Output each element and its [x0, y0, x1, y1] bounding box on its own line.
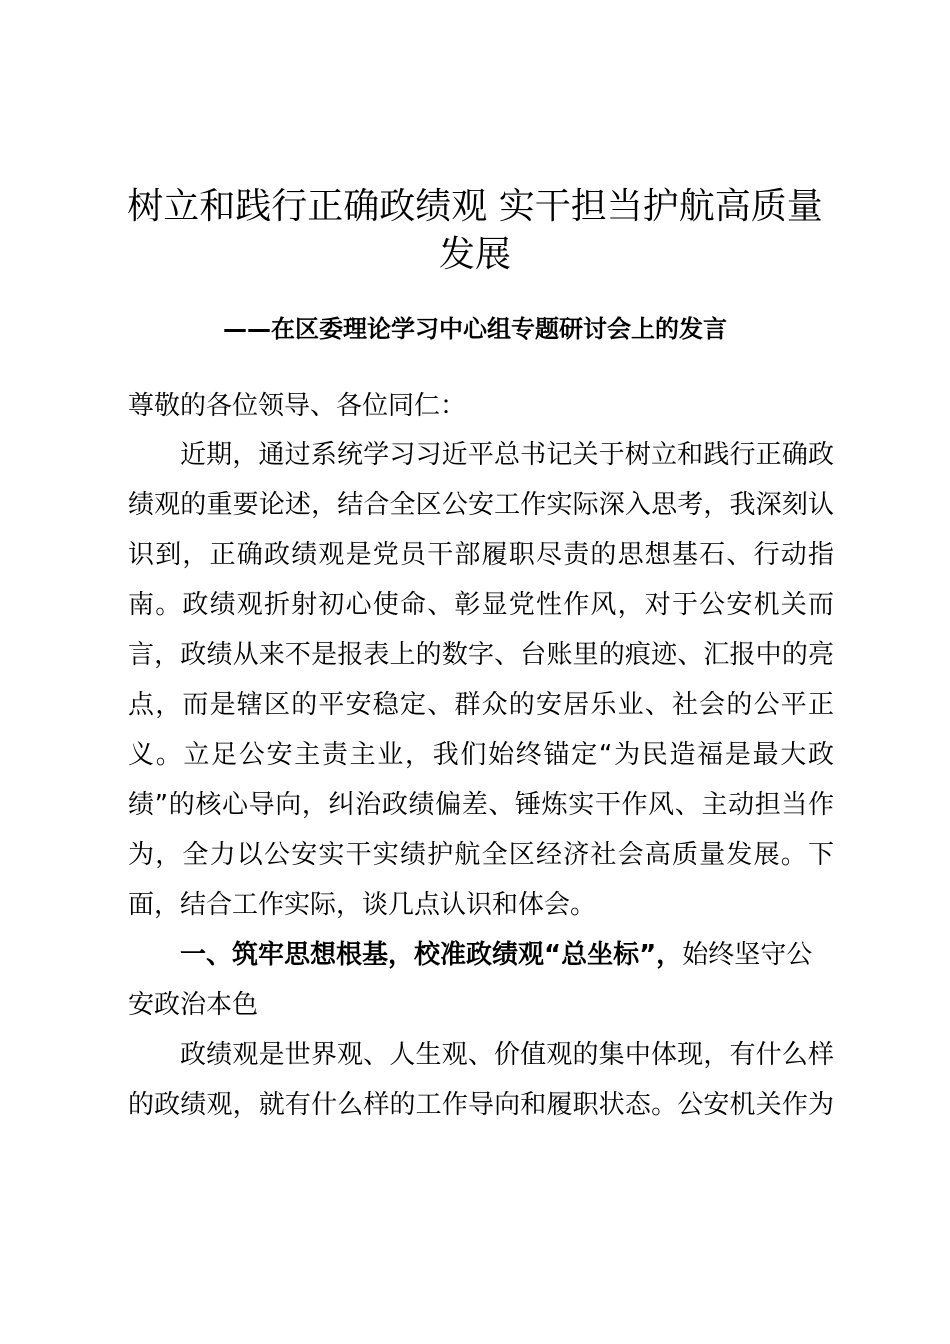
- section-1-heading-line-2: 安政治本色: [128, 990, 259, 1020]
- paragraph-1-line-7: 义。立足公安主责主业，我们始终锚定“为民造福是最大政: [128, 740, 834, 770]
- paragraph-1-line-3: 识到，正确政绩观是党员干部履职尽责的思想基石、行动指: [128, 540, 834, 570]
- document-title-line-1: 树立和践行正确政绩观 实干担当护航高质量: [127, 186, 823, 227]
- paragraph-1-line-4: 南。政绩观折射初心使命、彰显党性作风，对于公安机关而: [128, 590, 834, 620]
- paragraph-1-line-8: 绩”的核心导向，纠治政绩偏差、锤炼实干作风、主动担当作: [128, 790, 834, 820]
- paragraph-1-line-5: 言，政绩从来不是报表上的数字、台账里的痕迹、汇报中的亮: [128, 640, 834, 670]
- paragraph-2-line-1: 政绩观是世界观、人生观、价值观的集中体现，有什么样: [180, 1040, 834, 1070]
- paragraph-1-line-9: 为，全力以公安实干实绩护航全区经济社会高质量发展。下: [128, 840, 834, 870]
- paragraph-1-line-10: 面，结合工作实际，谈几点认识和体会。: [128, 890, 597, 920]
- paragraph-1-line-1: 近期，通过系统学习习近平总书记关于树立和践行正确政: [180, 440, 834, 470]
- document-subtitle: ——在区委理论学习中心组专题研讨会上的发言: [223, 315, 727, 343]
- paragraph-1-line-6: 点，而是辖区的平安稳定、群众的安居乐业、社会的公平正: [128, 690, 834, 720]
- salutation: 尊敬的各位领导、各位同仁：: [128, 391, 467, 421]
- section-1-heading: [180, 938, 834, 972]
- section-1-heading-rest: 始终坚守公: [682, 940, 813, 970]
- document-title-line-2: 发展: [438, 234, 511, 275]
- section-1-heading-bold: 一、筑牢思想根基，校准政绩观“总坐标”，: [180, 940, 683, 970]
- paragraph-2-line-2: 的政绩观，就有什么样的工作导向和履职状态。公安机关作为: [128, 1090, 834, 1120]
- paragraph-1-line-2: 绩观的重要论述，结合全区公安工作实际深入思考，我深刻认: [128, 490, 834, 520]
